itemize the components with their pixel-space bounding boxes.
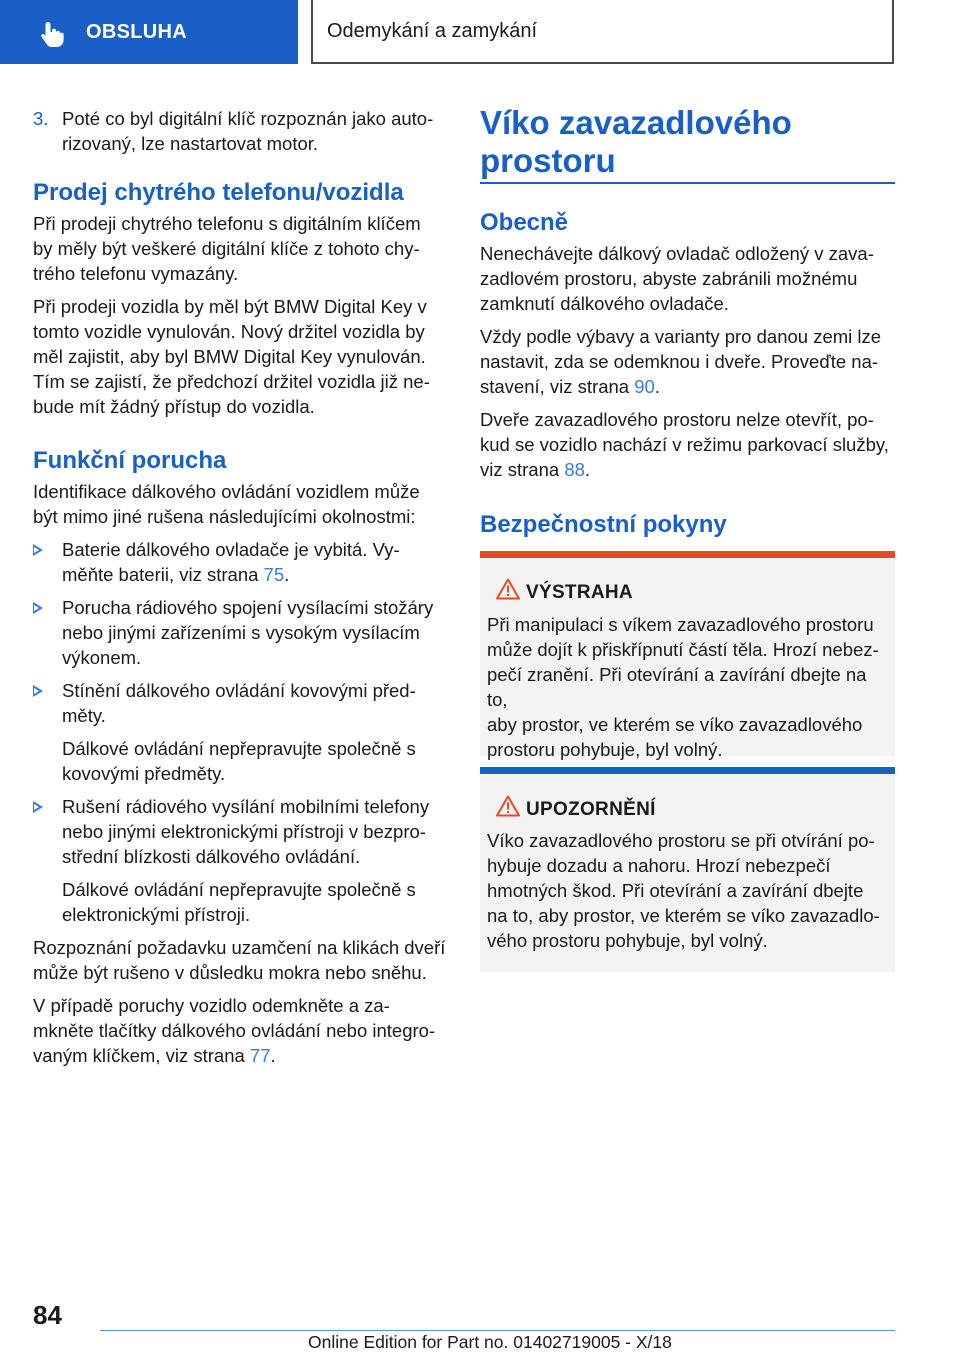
text-line: trého telefonu vymazány. (33, 263, 239, 284)
text-line: pečí zranění. Při otevírání a zavírání dbejte na to, (487, 664, 867, 710)
warning-text (487, 612, 892, 762)
text-line: výkonem. (62, 647, 142, 668)
text-line: zamknutí dálkového ovladače. (480, 293, 729, 314)
text-line: být mimo jiné rušena následujícími okolnostmi: (33, 506, 416, 527)
bullet-interference (33, 794, 448, 869)
text-line: vého prostoru pohybuje, byl volný. (487, 930, 768, 951)
text-line: V případě poruchy vozidlo odemkněte a za‐ (33, 995, 390, 1016)
title-line: Víko zavazadlového (480, 104, 792, 141)
text-line: hmotných škod. Při otevírání a zavírání dbejte (487, 880, 864, 901)
text-tail: . (284, 564, 290, 585)
warning-bar (480, 551, 895, 558)
text-line: mkněte tlačítky dálkového ovládání nebo integro‐ (33, 1020, 436, 1041)
bullet-radio-fault (33, 595, 448, 670)
text-line: hybuje dozadu a nahoru. Hrozí nebezpečí (487, 855, 831, 876)
text-line: Dveře zavazadlového prostoru nelze otevřít, po‐ (480, 409, 874, 430)
sale-heading: Prodej chytrého telefonu/vozidla (33, 179, 404, 206)
text-line: Identifikace dálkového ovládání vozidlem může (33, 481, 420, 502)
text-line: Stínění dálkového ovládání kovovými před‐ (62, 680, 416, 701)
text-line: kovovými předměty. (62, 763, 226, 784)
text-line: měty. (62, 705, 106, 726)
text-tail: . (270, 1045, 276, 1066)
text-tail: . (654, 376, 660, 397)
text-line: zadlovém prostoru, abyste zabránili možnému (480, 268, 858, 289)
general-heading: Obecně (480, 209, 569, 236)
page-link-77[interactable]: 77 (249, 1045, 271, 1066)
page-section-title (480, 104, 895, 180)
shielding-note (62, 736, 448, 786)
text-line: Baterie dálkového ovladače je vybitá. Vy‐ (62, 539, 400, 560)
text-line: Nenechávejte dálkový ovladač odložený v zava‐ (480, 243, 874, 264)
sale-paragraph-1 (33, 211, 448, 286)
notice-bar (480, 767, 895, 774)
page-number: 84 (33, 1300, 62, 1330)
text-line: Rušení rádiového vysílání mobilními telefony (62, 796, 430, 817)
notice-box (480, 767, 895, 972)
text-line: nebo jinými zařízeními s vysokým vysílacím (62, 622, 420, 643)
text-line: Poté co byl digitální klíč rozpoznán jako auto‐ (62, 108, 434, 129)
text-line: měl zajistit, aby byl BMW Digital Key vynulován. (33, 346, 426, 367)
text-tail: . (584, 459, 591, 480)
text-line: měňte baterii, viz strana (62, 564, 264, 585)
fault-intro (33, 479, 448, 529)
page-link-90[interactable]: 90 (634, 376, 655, 397)
bullet-shielding (33, 678, 448, 728)
edition-footer: Online Edition for Part no. 01402719005 - X/18 (308, 1332, 672, 1352)
warning-box (480, 551, 895, 760)
trunk-lid-title-block (480, 104, 895, 180)
fault-heading: Funkční porucha (33, 447, 227, 474)
text-line: by měly být veškeré digitální klíče z tohoto chy‐ (33, 238, 420, 259)
text-line: Porucha rádiového spojení vysílacími stožáry (62, 597, 434, 618)
text-line: aby prostor, ve kterém se víko zavazadlového (487, 714, 863, 735)
notice-title: UPOZORNĚNÍ (526, 799, 656, 820)
page-link-88[interactable]: 88 (564, 459, 585, 480)
general-paragraph-2 (480, 324, 895, 399)
text-line: střední blízkosti dálkového ovládání. (62, 846, 361, 867)
safety-heading-block (480, 510, 895, 540)
sale-paragraph-2 (33, 294, 448, 419)
step-number: 3. (33, 108, 49, 129)
header-section-tab (0, 0, 298, 64)
title-line: prostoru (480, 142, 616, 179)
section-label: OBSLUHA (86, 21, 187, 43)
safety-heading: Bezpečnostní pokyny (480, 511, 727, 538)
hand-pointer-icon (38, 20, 66, 48)
warning-title: VÝSTRAHA (526, 582, 633, 603)
door-handle-paragraph (33, 935, 448, 985)
text-line: viz strana (480, 459, 565, 480)
bullet-battery (33, 537, 448, 587)
general-paragraph-1 (480, 241, 895, 316)
text-line: tomto vozidle vynulován. Nový držitel vozidla by (33, 321, 425, 342)
general-section (480, 208, 895, 482)
text-line: Dálkové ovládání nepřepravujte společně s (62, 738, 416, 759)
footer-divider (100, 1330, 895, 1331)
text-line: stavení, viz strana (480, 376, 635, 397)
text-line: nastavit, zda se odemknou i dveře. Proveďte na‐ (480, 351, 879, 372)
warning-triangle-icon (496, 578, 520, 600)
triangle-bullet-icon (33, 602, 43, 614)
chapter-header (311, 0, 894, 64)
text-line: bude mít žádný přístup do vozidla. (33, 396, 315, 417)
fault-section (33, 446, 448, 1068)
notice-text (487, 828, 892, 953)
step-3 (33, 106, 448, 156)
text-line: elektronickými přístroji. (62, 904, 251, 925)
interference-note (62, 877, 448, 927)
text-line: nebo jinými elektronickými přístroji v bezpro‐ (62, 821, 426, 842)
text-line: prostoru pohybuje, byl volný. (487, 739, 723, 760)
sale-section (33, 178, 448, 419)
text-line: rizovaný, lze nastartovat motor. (62, 133, 319, 154)
text-line: Dálkové ovládání nepřepravujte společně s (62, 879, 416, 900)
triangle-bullet-icon (33, 544, 43, 556)
step-text (62, 106, 448, 156)
text-line: Vždy podle výbavy a varianty pro danou zemi lze (480, 326, 882, 347)
title-divider (480, 182, 895, 184)
triangle-bullet-icon (33, 801, 43, 813)
page-link-75[interactable]: 75 (263, 564, 285, 585)
triangle-bullet-icon (33, 685, 43, 697)
text-line: kud se vozidlo nachází v režimu parkovací služby, (480, 434, 889, 455)
warning-triangle-icon (496, 795, 520, 817)
text-line: Tím se zajistí, že předchozí držitel vozidla již ne‐ (33, 371, 430, 392)
text-line: může být rušeno v důsledku mokra nebo sněhu. (33, 962, 427, 983)
text-line: vaným klíčkem, viz strana (33, 1045, 250, 1066)
text-line: na to, aby prostor, ve kterém se víko zavazadlo‐ (487, 905, 880, 926)
text-line: Při manipulaci s víkem zavazadlového prostoru (487, 614, 874, 635)
text-line: Rozpoznání požadavku uzamčení na klikách dveří (33, 937, 446, 958)
fault-unlock-paragraph (33, 993, 448, 1068)
text-line: může dojít k přiskřípnutí částí těla. Hrozí nebez‐ (487, 639, 879, 660)
text-line: Při prodeji chytrého telefonu s digitálním klíčem (33, 213, 421, 234)
text-line: Víko zavazadlového prostoru se při otvírání po‐ (487, 830, 875, 851)
chapter-title: Odemykání a zamykání (327, 20, 538, 42)
general-paragraph-3 (480, 407, 895, 482)
text-line: Při prodeji vozidla by měl být BMW Digital Key v (33, 296, 427, 317)
